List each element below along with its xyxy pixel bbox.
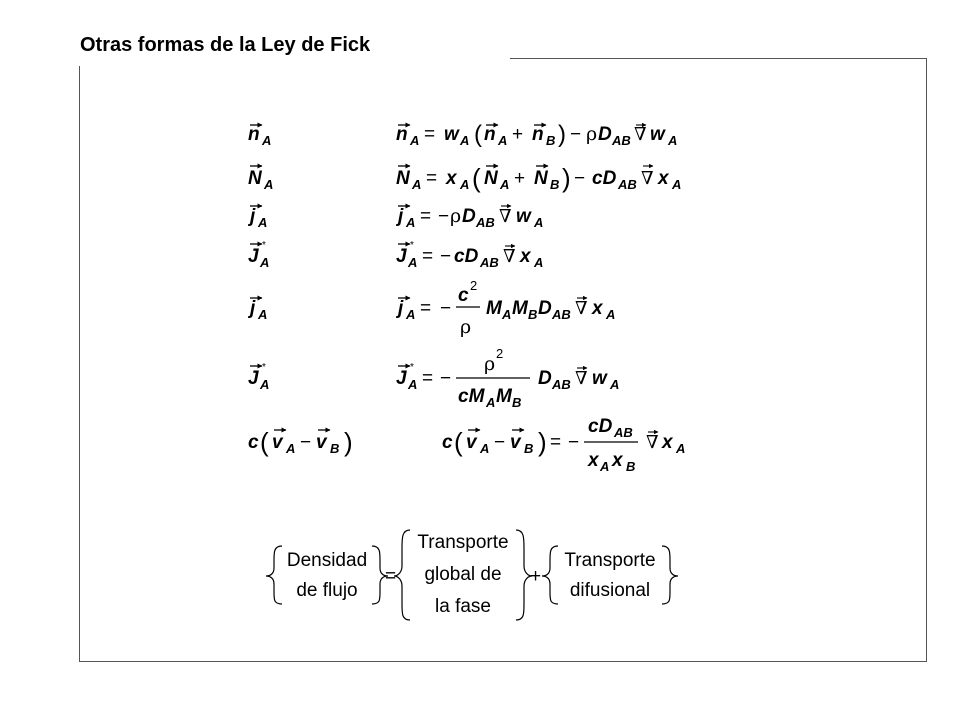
lhs-big-n-a [248, 166, 273, 192]
rhs-j-star-a [396, 240, 543, 270]
rhs-c-v-diff [442, 416, 685, 474]
svg-text:=: = [426, 168, 438, 189]
svg-text:A: A [406, 215, 416, 230]
svg-text:w: w [444, 124, 459, 145]
term2-line2: global de [424, 564, 502, 585]
svg-text:A: A [260, 255, 270, 270]
lhs-j-star-a [248, 240, 269, 270]
svg-text:M: M [496, 386, 512, 407]
svg-text:N: N [534, 168, 548, 189]
svg-text:A: A [258, 215, 268, 230]
svg-text:A: A [676, 441, 686, 456]
svg-text:AB: AB [476, 215, 495, 230]
svg-text:c: c [458, 285, 469, 306]
svg-text:=: = [420, 206, 432, 227]
svg-text:=: = [424, 124, 436, 145]
term2-line3: la fase [435, 596, 491, 617]
svg-text:D: D [598, 124, 612, 145]
svg-text:J: J [396, 246, 407, 267]
svg-text:(: ( [260, 427, 269, 457]
svg-text:): ) [562, 163, 571, 193]
svg-text:A: A [258, 307, 268, 322]
equals-sign: = [385, 566, 397, 587]
svg-text:v: v [316, 432, 327, 453]
rhs-j-a-2 [395, 278, 615, 338]
rhs-big-n-a [396, 163, 681, 193]
svg-text:A: A [672, 177, 682, 192]
svg-text:ρ: ρ [586, 123, 598, 145]
svg-text:−: − [574, 168, 586, 189]
svg-text:AB: AB [552, 307, 571, 322]
svg-text:+: + [512, 124, 524, 145]
svg-text:N: N [248, 168, 262, 189]
svg-text:A: A [606, 307, 616, 322]
svg-text:AB: AB [612, 133, 631, 148]
svg-text:x: x [592, 298, 603, 319]
term3-line1: Transporte [564, 550, 656, 571]
term1-line2: de flujo [296, 580, 358, 601]
svg-text:A: A [534, 215, 544, 230]
summary-equation [266, 530, 678, 620]
svg-text:=: = [422, 246, 434, 267]
svg-text:n: n [248, 124, 260, 145]
svg-text:AB: AB [614, 425, 633, 440]
svg-text:*: * [262, 240, 266, 251]
svg-text:N: N [396, 168, 410, 189]
svg-text:): ) [558, 121, 566, 148]
brace-left-3 [542, 546, 558, 604]
svg-text:A: A [498, 133, 508, 148]
svg-text:A: A [610, 377, 620, 392]
svg-text:ρ: ρ [450, 205, 462, 227]
equation-row-5 [247, 278, 615, 338]
svg-text:A: A [460, 177, 470, 192]
svg-text:D: D [462, 206, 476, 227]
svg-text:j: j [250, 298, 256, 319]
svg-text:j: j [398, 206, 404, 227]
svg-text:J: J [248, 368, 259, 389]
svg-text:B: B [512, 395, 522, 410]
svg-text:D: D [538, 368, 552, 389]
svg-text:D: D [538, 298, 552, 319]
term3-line2: difusional [569, 580, 651, 601]
svg-text:∇: ∇ [646, 432, 659, 453]
svg-text:A: A [534, 255, 544, 270]
svg-text:N: N [484, 168, 498, 189]
svg-text:A: A [408, 255, 418, 270]
svg-text:−: − [440, 246, 452, 267]
svg-text:cD: cD [454, 246, 479, 267]
svg-text:A: A [480, 441, 490, 456]
svg-text:∇: ∇ [499, 206, 512, 227]
svg-text:*: * [262, 362, 266, 373]
svg-text:): ) [344, 427, 353, 457]
svg-text:A: A [500, 177, 510, 192]
svg-text:=: = [422, 368, 434, 389]
svg-text:B: B [626, 459, 636, 474]
svg-text:−: − [300, 432, 312, 453]
term1-line1: Densidad [286, 550, 368, 571]
svg-text:cM: cM [458, 386, 485, 407]
svg-text:v: v [272, 432, 283, 453]
svg-text:j: j [250, 206, 256, 227]
svg-text:n: n [532, 124, 544, 145]
svg-text:−: − [440, 298, 452, 319]
svg-text:M: M [512, 298, 528, 319]
equation-row-7 [248, 416, 685, 474]
svg-text:−: − [438, 206, 450, 227]
lhs-c-v-diff [248, 427, 353, 457]
brace-left-2 [394, 530, 410, 620]
svg-text:x: x [662, 432, 673, 453]
svg-text:A: A [408, 377, 418, 392]
svg-text:B: B [330, 441, 340, 456]
page-title: Otras formas de la Ley de Fick [80, 34, 371, 56]
svg-text:cD: cD [588, 416, 613, 437]
svg-text:A: A [264, 177, 274, 192]
svg-text:B: B [528, 307, 538, 322]
svg-text:v: v [510, 432, 521, 453]
svg-text:A: A [410, 133, 420, 148]
equation-row-3 [247, 205, 543, 230]
svg-text:=: = [550, 432, 562, 453]
svg-text:A: A [600, 459, 610, 474]
lhs-j-a-2 [247, 298, 267, 322]
svg-text:x: x [588, 450, 599, 471]
svg-text:2: 2 [470, 278, 478, 293]
svg-text:c: c [248, 432, 259, 453]
svg-text:B: B [546, 133, 556, 148]
svg-text:j: j [398, 298, 404, 319]
svg-text:x: x [520, 246, 531, 267]
svg-text:*: * [410, 362, 414, 373]
svg-text:A: A [260, 377, 270, 392]
equation-row-1 [248, 121, 677, 148]
svg-text:∇: ∇ [634, 124, 647, 145]
svg-text:(: ( [474, 121, 482, 148]
svg-text:ρ: ρ [484, 353, 496, 375]
svg-text:x: x [658, 168, 669, 189]
rhs-n-a [396, 121, 677, 148]
svg-text:∇: ∇ [575, 368, 588, 389]
svg-text:n: n [484, 124, 496, 145]
lhs-j-star-a-2 [248, 362, 269, 392]
svg-text:cD: cD [592, 168, 617, 189]
term2-line1: Transporte [417, 532, 509, 553]
svg-text:A: A [668, 133, 678, 148]
svg-text:n: n [396, 124, 408, 145]
svg-text:B: B [550, 177, 560, 192]
svg-text:∇: ∇ [641, 168, 654, 189]
svg-text:−: − [568, 432, 580, 453]
svg-text:2: 2 [496, 346, 504, 361]
svg-text:A: A [406, 307, 416, 322]
svg-text:AB: AB [552, 377, 571, 392]
svg-text:A: A [412, 177, 422, 192]
rhs-j-star-a-2 [396, 346, 619, 410]
svg-text:w: w [592, 368, 607, 389]
svg-text:AB: AB [480, 255, 499, 270]
svg-text:−: − [494, 432, 506, 453]
svg-text:AB: AB [618, 177, 637, 192]
rhs-j-a [395, 205, 543, 230]
brace-left-1 [266, 546, 282, 604]
svg-text:(: ( [472, 163, 481, 193]
lhs-n-a [248, 124, 271, 148]
svg-text:ρ: ρ [460, 316, 472, 338]
svg-text:M: M [486, 298, 502, 319]
svg-text:): ) [538, 427, 547, 457]
svg-text:B: B [524, 441, 534, 456]
svg-text:w: w [650, 124, 665, 145]
svg-text:c: c [442, 432, 453, 453]
svg-text:x: x [446, 168, 457, 189]
svg-text:+: + [514, 168, 526, 189]
svg-text:A: A [286, 441, 296, 456]
svg-text:w: w [516, 206, 531, 227]
equation-row-6 [248, 346, 619, 410]
equation-row-2 [248, 163, 681, 193]
svg-text:∇: ∇ [503, 246, 516, 267]
svg-text:A: A [460, 133, 470, 148]
brace-right-3 [662, 546, 678, 604]
plus-sign: + [530, 566, 542, 587]
svg-text:J: J [396, 368, 407, 389]
svg-text:J: J [248, 246, 259, 267]
equation-row-4 [248, 240, 543, 270]
svg-text:*: * [410, 240, 414, 251]
svg-text:−: − [440, 368, 452, 389]
svg-text:A: A [486, 395, 496, 410]
svg-text:A: A [262, 133, 272, 148]
svg-text:x: x [612, 450, 623, 471]
svg-text:v: v [466, 432, 477, 453]
lhs-j-a [247, 206, 267, 230]
svg-text:(: ( [454, 427, 463, 457]
svg-text:∇: ∇ [575, 298, 588, 319]
svg-text:A: A [502, 307, 512, 322]
svg-text:−: − [570, 124, 582, 145]
svg-text:=: = [420, 298, 432, 319]
